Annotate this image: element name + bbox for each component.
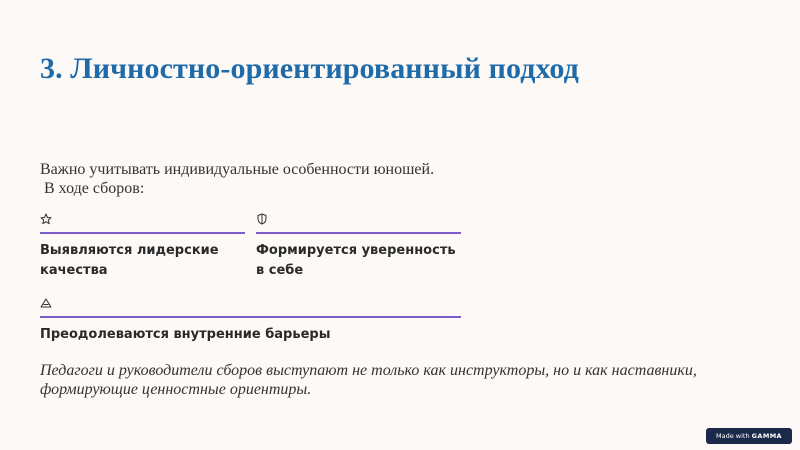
card-divider xyxy=(256,232,461,234)
card-divider xyxy=(40,232,245,234)
card-label: Формируется уверенность в себе xyxy=(256,243,456,278)
shield-icon xyxy=(256,213,268,225)
made-with-gamma-badge[interactable] xyxy=(706,428,792,444)
card-label: Преодолеваются внутренние барьеры xyxy=(40,327,331,342)
intro-text xyxy=(40,160,434,198)
card-divider xyxy=(40,316,461,318)
intro-line-1: Важно учитывать индивидуальные особенности юношей. xyxy=(40,161,435,178)
mentor-note: Педагоги и руководители сборов выступают не только как инструкторы, но и как наставники, формирующие ценностные ориентиры. xyxy=(40,362,697,398)
slide-title: 3. Личностно-ориентированный подход xyxy=(40,52,579,85)
card-label: Выявляются лидерские качества xyxy=(40,243,219,278)
star-icon xyxy=(40,213,52,225)
badge-prefix: Made with xyxy=(716,432,750,440)
triangle-icon xyxy=(40,297,52,309)
intro-line-2: В ходе сборов: xyxy=(40,180,145,197)
gamma-logo: GAMMA xyxy=(751,432,782,440)
